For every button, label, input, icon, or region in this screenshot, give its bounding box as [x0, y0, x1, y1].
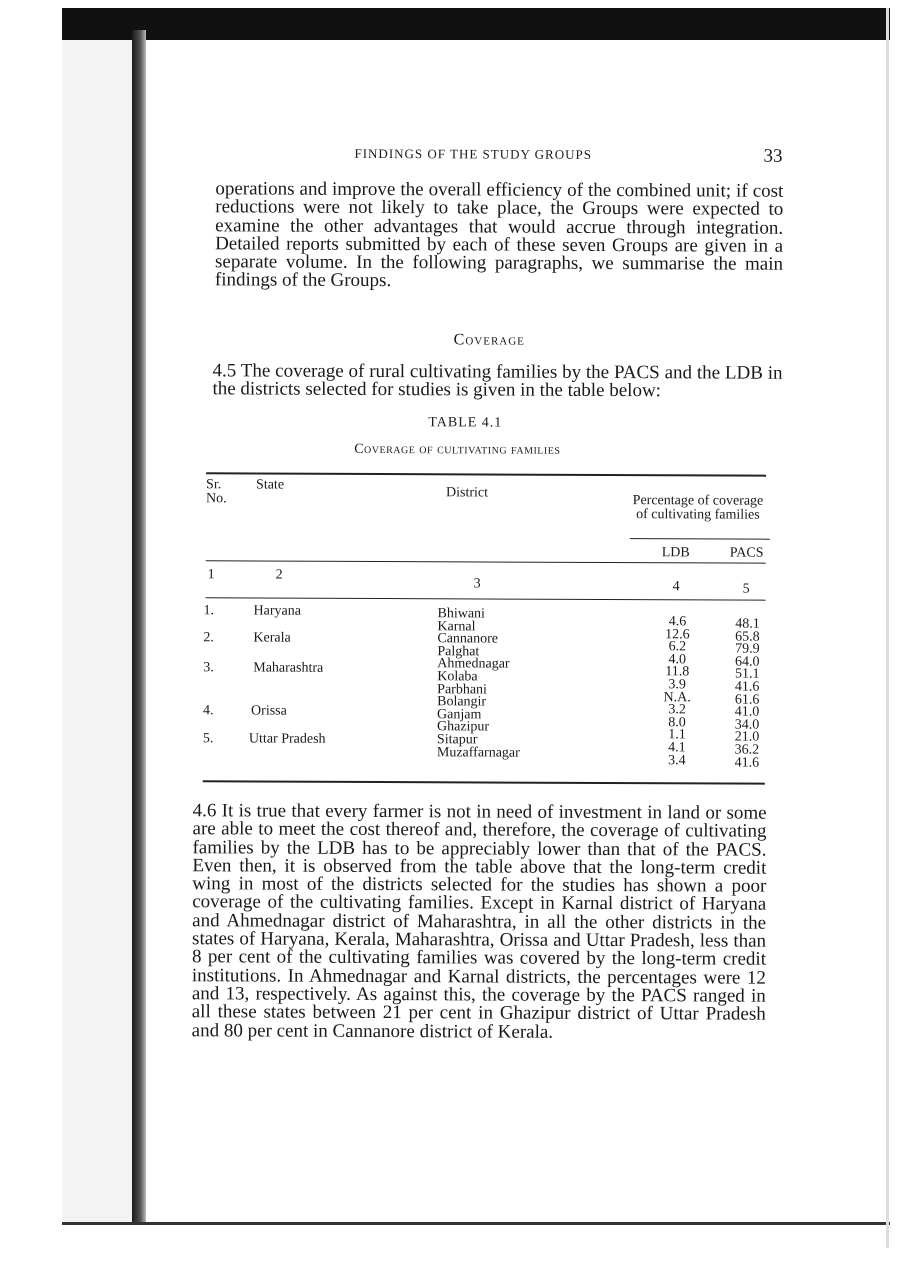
pacs-value: 64.0: [735, 654, 760, 670]
ldb-value: 4.1: [668, 740, 686, 756]
header-sr-no: Sr. No.: [205, 477, 227, 507]
table-caption: Coverage of cultivating families: [354, 441, 561, 458]
ldb-value: 12.6: [665, 626, 690, 642]
column-number: 3: [473, 576, 481, 592]
ldb-value: N.A.: [663, 689, 691, 705]
district-name: Parbhani: [437, 681, 487, 698]
pacs-value: 34.0: [734, 717, 760, 733]
section-paragraph: 4.5 The coverage of rural cultivating families by the PACS and the LDB in the districts selected for studies is given in the table below:: [212, 360, 783, 402]
pacs-value: 79.9: [735, 641, 760, 657]
table-sub-header-rule: [630, 538, 770, 540]
district-name: Bolangir: [437, 694, 487, 710]
state-sr: 2.: [203, 630, 214, 646]
district-name: Muzaffarnagar: [436, 744, 520, 761]
pacs-value: 61.6: [734, 692, 760, 708]
state-sr: 1.: [203, 603, 215, 619]
district-name: Sitapur: [436, 732, 478, 748]
pacs-value: 36.2: [734, 742, 760, 758]
ldb-value: 3.2: [668, 702, 686, 718]
district-column: [437, 608, 521, 759]
table-colnum-rule: [206, 597, 766, 600]
district-name: Ghazipur: [436, 719, 490, 735]
section-heading: Coverage: [453, 331, 525, 349]
ldb-value: 1.1: [668, 727, 686, 743]
page-number: 33: [763, 145, 783, 167]
state-name: Haryana: [253, 603, 301, 619]
table-top-rule: [206, 472, 766, 476]
scan-right-edge: [886, 8, 889, 1248]
table-title: TABLE 4.1: [428, 415, 503, 431]
column-number: 5: [742, 581, 750, 597]
column-number: 4: [672, 579, 680, 595]
header-percentage: Percentage of coverage of cultivating families: [632, 493, 764, 523]
scan-margin: [62, 30, 132, 1225]
discussion-paragraph: 4.6 It is true that every farmer is not in need of investment in land or some are able to meet the cost thereof and, therefore, the coverage of cultivating families by the LDB has to be appreciably lower than that of the PACS. Even then, it is observed from the table above that the long-term credit wing in most of the districts selected for the studies has shown a poor coverage of the cultivating families. Except in Karnal district of Haryana and Ahmednagar district of Maharashtra, in all the other districts in the states of Haryana, Kerala, Maharashtra, Orissa and Uttar Pradesh, less than 8 per cent of the cultivating families was covered by the long-term credit institutions. In Ahmednagar and Karnal districts, the percentages were 12 and 13, respectively. As against this, the coverage by the PACS ranged in all these states between 21 per cent in Ghazipur district of Uttar Pradesh and 80 per cent in Cannanore district of Kerala.: [191, 800, 767, 1043]
column-number: 1: [207, 567, 215, 583]
district-name: Bhiwani: [437, 606, 485, 622]
table-bottom-rule: [203, 780, 765, 784]
pacs-value: 41.0: [734, 704, 760, 720]
table-header-rule: [206, 560, 766, 563]
scan-top-shadow: [62, 8, 890, 40]
district-name: Cannanore: [437, 631, 499, 647]
district-name: Kolaba: [437, 669, 478, 685]
ldb-value: 3.4: [668, 752, 686, 768]
state-name: Kerala: [253, 630, 291, 646]
state-sr: 5.: [202, 731, 214, 747]
header-state: State: [256, 477, 285, 493]
header-district: District: [445, 485, 489, 501]
header-ldb: LDB: [661, 545, 690, 561]
state-sr: 4.: [203, 703, 214, 719]
pacs-value: 48.1: [735, 616, 760, 632]
intro-paragraph: operations and improve the overall efficiency of the combined unit; if cost reductions were not likely to take place, the Groups were expected to examine the other advantages that would accrue through integration. Detailed reports submitted by each of these seven Groups are given in a separate volume. In the following paragraphs, we summarise the main findings of the Groups.: [214, 178, 784, 292]
running-head: FINDINGS OF THE STUDY GROUPS: [354, 145, 593, 162]
ldb-value: 11.8: [665, 664, 690, 680]
state-sr: 3.: [203, 660, 214, 676]
district-name: Ganjam: [437, 707, 482, 723]
ldb-value: 8.0: [668, 715, 686, 731]
pacs-column: [717, 618, 778, 769]
district-name: Palghat: [437, 644, 480, 660]
ldb-value: 4.0: [668, 652, 687, 668]
district-name: Karnal: [437, 618, 476, 635]
pacs-value: 41.6: [734, 679, 760, 695]
book-spine-shadow: [132, 30, 146, 1225]
pacs-value: 21.0: [734, 729, 760, 746]
ldb-value: 3.9: [668, 677, 686, 693]
ldb-value: 6.2: [668, 639, 687, 655]
book-page: [145, 40, 880, 1223]
header-pacs: PACS: [729, 545, 764, 561]
ldb-column: [647, 616, 708, 767]
pacs-value: 41.6: [734, 755, 760, 771]
pacs-value: 65.8: [735, 629, 760, 645]
column-number: 2: [275, 567, 283, 583]
state-name: Orissa: [251, 703, 287, 719]
ldb-value: 4.6: [668, 614, 687, 630]
pacs-value: 51.1: [734, 666, 760, 683]
district-name: Ahmednagar: [437, 656, 510, 672]
state-name: Maharashtra: [253, 660, 324, 676]
state-name: Uttar Pradesh: [248, 731, 326, 747]
